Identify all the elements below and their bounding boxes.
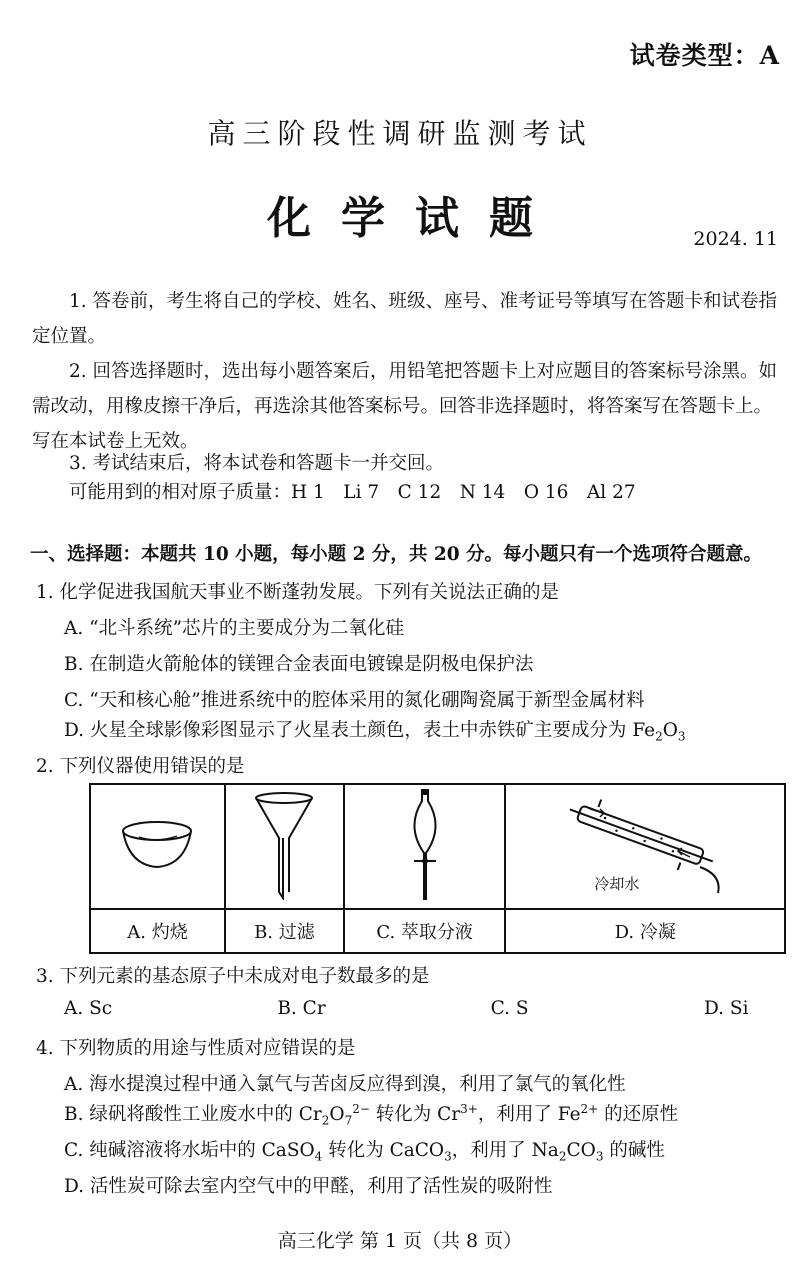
- question-1-option-b: B. 在制造火箭舱体的镁锂合金表面电镀镍是阴极电保护法: [64, 654, 534, 675]
- question-4-option-b: B. 绿矾将酸性工业废水中的 $Cr_2O_7^{2-}$ 转化为 $Cr^{3+}$，利用了 $Fe^{2+}$ 的还原性: [64, 1101, 679, 1128]
- apparatus-label-d: D. 冷凝: [505, 909, 785, 953]
- question-3-option-d: D. Si: [703, 998, 749, 1019]
- exam-date: 2024. 11: [693, 228, 778, 250]
- question-1-option-c: C. “天和核心舱”推进系统中的腔体采用的氮化硼陶瓷属于新型金属材料: [64, 690, 645, 711]
- paper-type: 试卷类型：A: [629, 41, 780, 70]
- apparatus-table: [89, 783, 786, 954]
- condenser-cell: [505, 784, 785, 909]
- instruction-1: 1. 答卷前，考生将自己的学校、姓名、班级、座号、准考证号等填写在答题卡和试卷指定位置。: [32, 291, 778, 347]
- separatory-funnel-icon: [400, 787, 450, 902]
- instruction-2: 2. 回答选择题时，选出每小题答案后，用铅笔把答题卡上对应题目的答案标号涂黑。如需改动，用橡皮擦干净后，再选涂其他答案标号。回答非选择题时，将答案写在答题卡上。写在本试卷上无效。: [32, 361, 778, 452]
- question-4-option-c: C. 纯碱溶液将水垢中的 CaSO$_4$ 转化为 CaCO$_3$，利用了 $Na_2CO_3$ 的碱性: [64, 1140, 665, 1164]
- apparatus-label-b: B. 过滤: [225, 909, 344, 953]
- apparatus-label-a: A. 灼烧: [90, 909, 225, 953]
- funnel-cell: [225, 784, 344, 909]
- separatory-funnel-cell: [344, 784, 506, 909]
- page-title: 化学试题: [267, 193, 563, 244]
- atomic-masses: 可能用到的相对原子质量：H 1 Li 7 C 12 N 14 O 16 Al 27: [69, 482, 636, 503]
- exam-subtitle: 高三阶段性调研监测考试: [207, 117, 593, 150]
- question-4-option-a: A. 海水提溴过程中通入氯气与苦卤反应得到溴，利用了氯气的氧化性: [64, 1074, 626, 1095]
- evaporating-dish-icon: [117, 815, 197, 875]
- question-3-option-b: B. Cr: [277, 998, 326, 1019]
- question-1-option-a: A. “北斗系统”芯片的主要成分为二氧化硅: [64, 618, 405, 639]
- condenser-water-label: 冷却水: [594, 875, 640, 893]
- page-footer: 高三化学 第 1 页（共 8 页）: [277, 1230, 523, 1252]
- funnel-icon: [249, 790, 319, 900]
- question-3-stem: 3. 下列元素的基态原子中未成对电子数最多的是: [36, 966, 430, 987]
- condenser-icon: [560, 795, 730, 895]
- section-heading: 一、选择题：本题共 10 小题，每小题 2 分，共 20 分。每小题只有一个选项符合题意。: [30, 544, 763, 565]
- question-3-options: [64, 998, 764, 1019]
- crucible-cell: [90, 784, 225, 909]
- instruction-3: 3. 考试结束后，将本试卷和答题卡一并交回。: [69, 453, 445, 474]
- apparatus-label-c: C. 萃取分液: [344, 909, 506, 953]
- question-2-stem: 2. 下列仪器使用错误的是: [36, 756, 245, 777]
- question-4-option-d: D. 活性炭可除去室内空气中的甲醛，利用了活性炭的吸附性: [64, 1176, 553, 1197]
- question-1-option-d: D. 火星全球影像彩图显示了火星表土颜色，表土中赤铁矿主要成分为 $Fe_2O_3$: [64, 720, 686, 744]
- question-3-option-a: A. Sc: [64, 998, 113, 1019]
- question-4-stem: 4. 下列物质的用途与性质对应错误的是: [36, 1038, 356, 1059]
- question-1-stem: 1. 化学促进我国航天事业不断蓬勃发展。下列有关说法正确的是: [36, 582, 560, 603]
- question-3-option-c: C. S: [490, 998, 529, 1019]
